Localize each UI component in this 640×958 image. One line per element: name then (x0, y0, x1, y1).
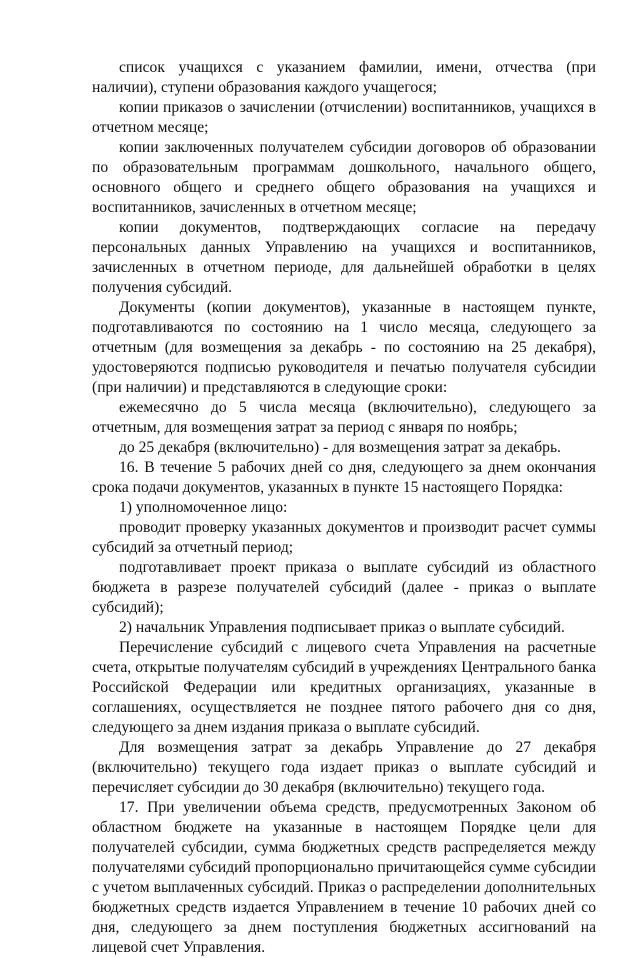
paragraph-student-list: список учащихся с указанием фамилии, имени, отчества (при наличии), ступени образования каждого учащегося; (92, 59, 596, 96)
paragraph-enrollment-orders: копии приказов о зачислении (отчислении) воспитанников, учащихся в отчетном месяце; (92, 99, 596, 136)
paragraph-authorized-person: 1) уполномоченное лицо: (119, 499, 288, 516)
paragraph-draft-order: подготавливает проект приказа о выплате субсидий из областного бюджета в разрезе получателей субсидий (далее - приказ о выплате субсидий); (92, 559, 596, 616)
document-page (92, 58, 596, 958)
paragraph-clause-17: 17. При увеличении объема средств, предусмотренных Законом об областном бюджете на указанные в настоящем Порядке цели для получателей субсидии, сумма бюджетных средств распределяется между получателями субсидий пропорционально причитающейся сумме субсидии с учетом выплаченных субсидий. Приказ о распределении дополнительных бюджетных средств издается Управлением в течение 10 рабочих дней со дня, следующего за днем поступления бюджетных ассигнований на лицевой счет Управления. (92, 799, 596, 956)
paragraph-personal-data-consent: копии документов, подтверждающих согласие на передачу персональных данных Управлению на учащихся и воспитанников, зачисленных в отчетном периоде, для дальнейшей обработки в целях получения субсидий. (92, 219, 596, 296)
paragraph-monthly-deadline: ежемесячно до 5 числа месяца (включительно), следующего за отчетным, для возмещения затрат за период с января по ноябрь; (92, 399, 596, 436)
paragraph-head-signs: 2) начальник Управления подписывает приказ о выплате субсидий. (119, 619, 565, 636)
paragraph-education-contracts: копии заключенных получателем субсидии договоров об образовании по образовательным программам дошкольного, начального общего, основного общего и среднего общего образования на учащихся и воспитанников, зачисленных в отчетном месяце; (92, 139, 596, 216)
paragraph-verification: проводит проверку указанных документов и производит расчет суммы субсидий за отчетный период; (92, 519, 596, 556)
paragraph-clause-16: 16. В течение 5 рабочих дней со дня, следующего за днем окончания срока подачи документов, указанных в пункте 15 настоящего Порядка: (92, 459, 596, 496)
paragraph-december-reimbursement: Для возмещения затрат за декабрь Управление до 27 декабря (включительно) текущего года издает приказ о выплате субсидий и перечисляет субсидии до 30 декабря (включительно) текущего года. (92, 739, 596, 796)
paragraph-documents-preparation: Документы (копии документов), указанные в настоящем пункте, подготавливаются по состоянию на 1 число месяца, следующего за отчетным (для возмещения за декабрь - по состоянию на 25 декабря), удостоверяются подписью руководителя и печатью получателя субсидии (при наличии) и представляются в следующие сроки: (92, 299, 596, 396)
paragraph-transfer: Перечисление субсидий с лицевого счета Управления на расчетные счета, открытые получателям субсидий в учреждениях Центрального банка Российской Федерации или кредитных организациях, указанные в соглашениях, осуществляется не позднее пятого рабочего дня со дня, следующего за днем издания приказа о выплате субсидий. (92, 639, 596, 736)
paragraph-december-deadline: до 25 декабря (включительно) - для возмещения затрат за декабрь. (119, 439, 561, 456)
